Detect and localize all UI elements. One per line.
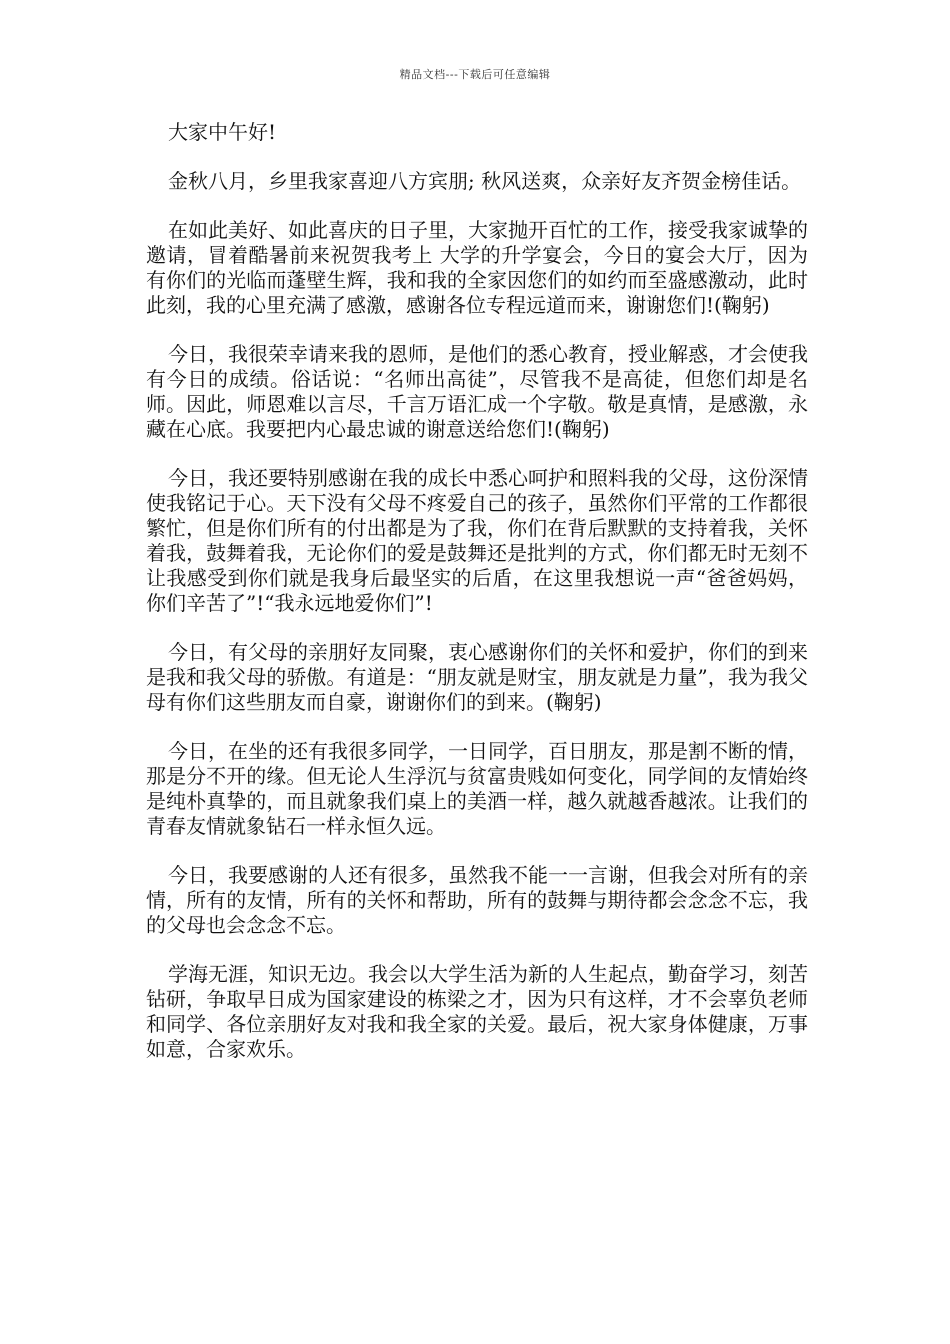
paragraph-autumn: 金秋八月，乡里我家喜迎八方宾朋; 秋风送爽，众亲好友齐贺金榜佳话。 <box>168 169 802 193</box>
paragraph-teachers: 今日，我很荣幸请来我的恩师，是他们的悉心教育，授业解惑，才会使我有今日的成绩。俗话说：“名师出高徒”，尽管我不是高徒，但您们却是名师。因此，师恩难以言尽，千言万语汇成一个字敬。敬是真情，是感激，永藏在心底。我要把内心最忠诚的谢意送给您们!(鞠躬) <box>146 342 808 441</box>
page-header: 精品文档---下载后可任意编辑 <box>399 68 551 81</box>
greeting-paragraph: 大家中午好! <box>168 120 277 144</box>
paragraph-welcome: 在如此美好、如此喜庆的日子里，大家抛开百忙的工作，接受我家诚挚的邀请，冒着酷暑前来祝贺我考上 大学的升学宴会，今日的宴会大厅，因为有你们的光临而蓬壁生辉，我和我的全家因您们的如约而至盛感激动，此时此刻，我的心里充满了感激，感谢各位专程远道而来，谢谢您们!(鞠躬) <box>146 218 808 317</box>
paragraph-parents: 今日，我还要特别感谢在我的成长中悉心呵护和照料我的父母，这份深情使我铭记于心。天下没有父母不疼爱自己的孩子，虽然你们平常的工作都很繁忙，但是你们所有的付出都是为了我，你们在背后默默的支持着我，关怀着我，鼓舞着我，无论你们的爱是鼓舞还是批判的方式，你们都无时无刻不让我感受到你们就是我身后最坚实的后盾，在这里我想说一声“爸爸妈妈，你们辛苦了”!“我永远地爱你们”! <box>146 466 808 615</box>
paragraph-thanks: 今日，我要感谢的人还有很多，虽然我不能一一言谢，但我会对所有的亲情，所有的友情，所有的关怀和帮助，所有的鼓舞与期待都会念念不忘，我的父母也会念念不忘。 <box>146 863 808 937</box>
document-body <box>146 120 808 1086</box>
paragraph-friends: 今日，有父母的亲朋好友同聚，衷心感谢你们的关怀和爱护，你们的到来是我和我父母的骄傲。有道是：“朋友就是财宝，朋友就是力量”，我为我父母有你们这些朋友而自豪，谢谢你们的到来。(鞠躬) <box>146 640 808 714</box>
paragraph-classmates: 今日，在坐的还有我很多同学，一日同学，百日朋友，那是割不断的情，那是分不开的缘。但无论人生浮沉与贫富贵贱如何变化，同学间的友情始终是纯朴真挚的，而且就象我们桌上的美酒一样，越久就越香越浓。让我们的青春友情就象钻石一样永恒久远。 <box>146 739 808 838</box>
paragraph-closing: 学海无涯，知识无边。我会以大学生活为新的人生起点，勤奋学习，刻苦钻研，争取早日成为国家建设的栋梁之才，因为只有这样，才不会辜负老师和同学、各位亲朋好友对我和我全家的关爱。最后，祝大家身体健康，万事如意，合家欢乐。 <box>146 962 808 1061</box>
